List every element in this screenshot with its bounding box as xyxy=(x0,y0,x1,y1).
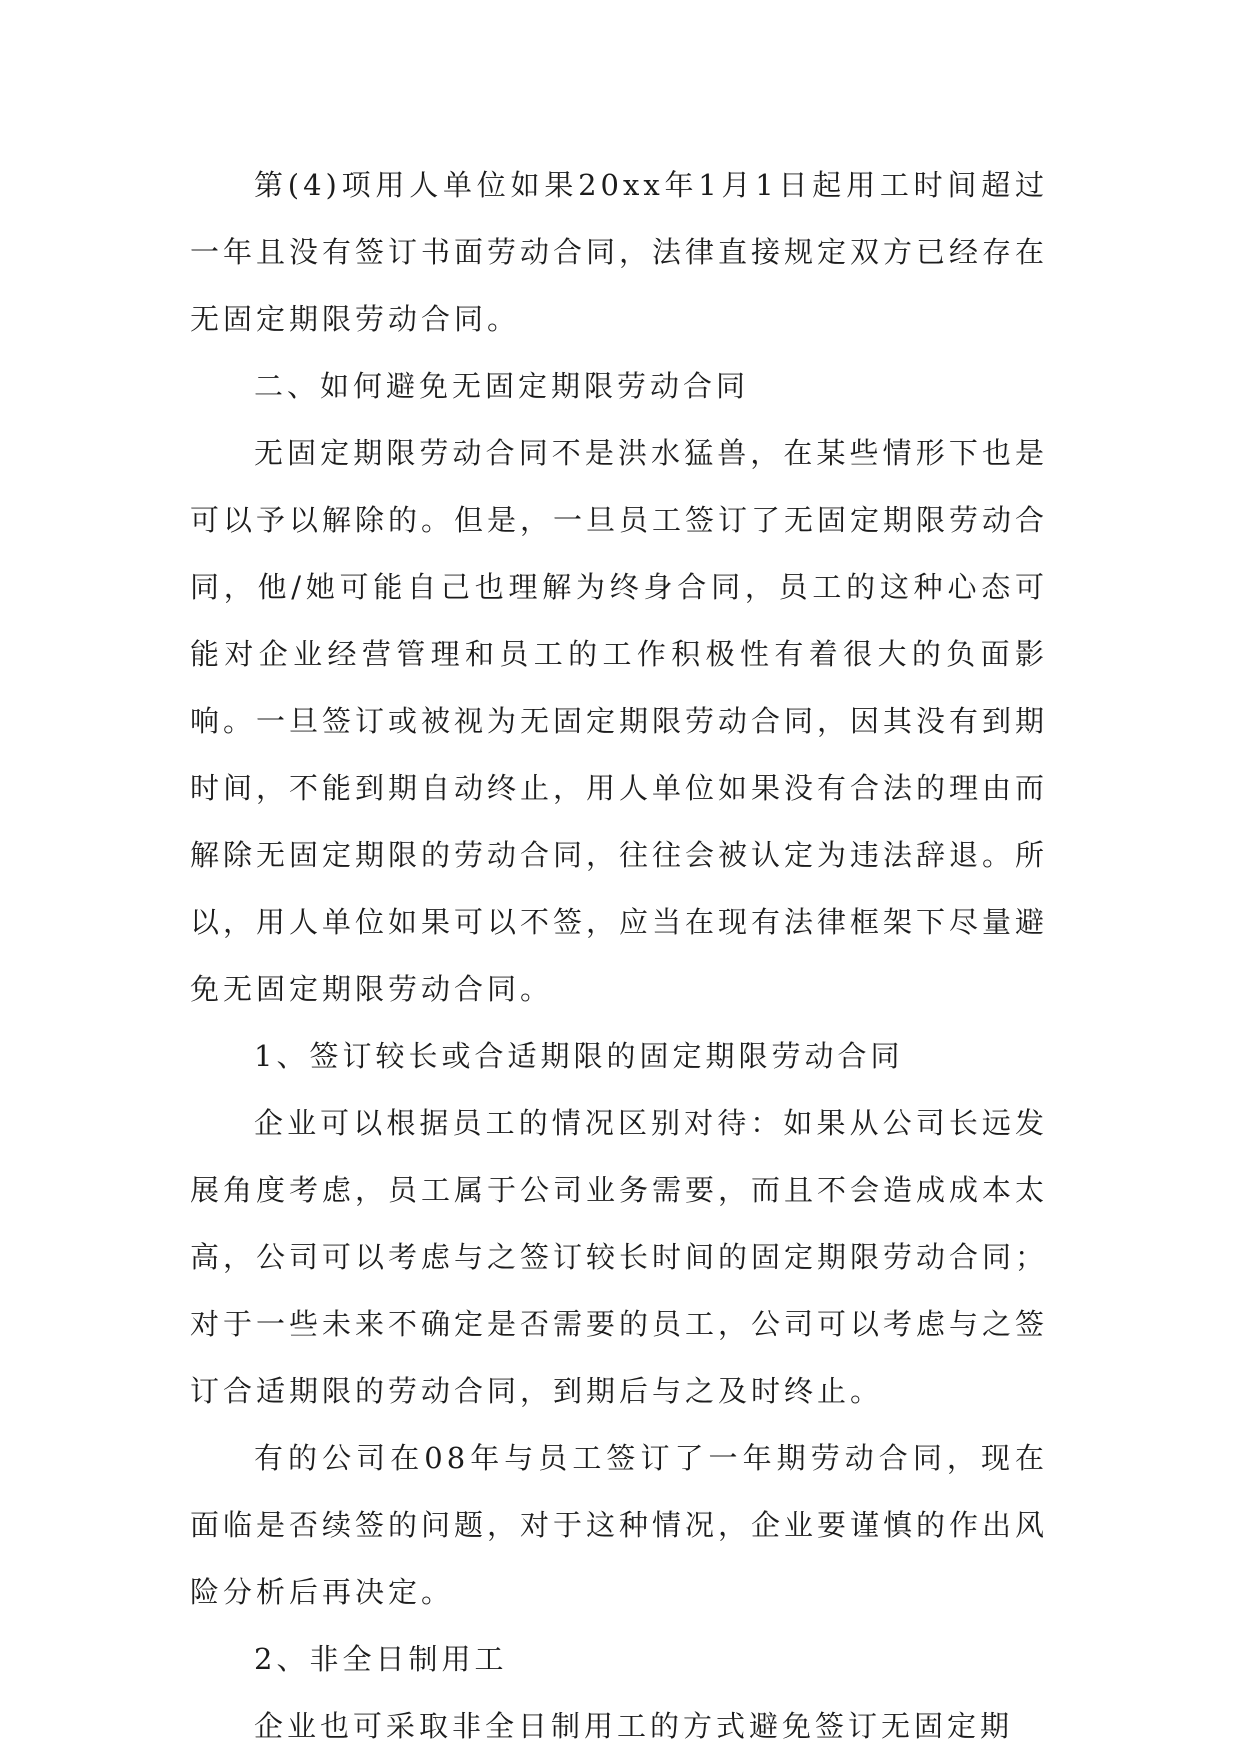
paragraph-item-4-clause: 第(4)项用人单位如果20xx年1月1日起用工时间超过一年且没有签订书面劳动合同，法律直接规定双方已经存在无固定期限劳动合同。 xyxy=(190,168,1049,336)
subheading-fixed-term-contract: 1、签订较长或合适期限的固定期限劳动合同 xyxy=(254,1039,904,1073)
paragraph-open-ended-contract-risks: 无固定期限劳动合同不是洪水猛兽，在某些情形下也是可以予以解除的。但是，一旦员工签订了无固定期限劳动合同，他/她可能自己也理解为终身合同，员工的这种心态可能对企业经营管理和员工的工作积极性有着很大的负面影响。一旦签订或被视为无固定期限劳动合同，因其没有到期时间，不能到期自动终止，用人单位如果没有合法的理由而解除无固定期限的劳动合同，往往会被认定为违法辞退。所以，用人单位如果可以不签，应当在现有法律框架下尽量避免无固定期限劳动合同。 xyxy=(190,436,1049,1006)
subheading-part-time-employment: 2、非全日制用工 xyxy=(254,1642,508,1676)
paragraph-renewal-decision: 有的公司在08年与员工签订了一年期劳动合同，现在面临是否续签的问题，对于这种情况，企业要谨慎的作出风险分析后再决定。 xyxy=(190,1441,1049,1609)
document-body xyxy=(190,152,1048,1760)
paragraph-differentiated-treatment: 企业可以根据员工的情况区别对待：如果从公司长远发展角度考虑，员工属于公司业务需要，而且不会造成成本太高，公司可以考虑与之签订较长时间的固定期限劳动合同；对于一些未来不确定是否需要的员工，公司可以考虑与之签订合适期限的劳动合同，到期后与之及时终止。 xyxy=(190,1106,1049,1408)
paragraph-part-time-employment: 企业也可采取非全日制用工的方式避免签订无固定期 xyxy=(254,1709,1014,1743)
section-heading-avoid-open-ended-contract: 二、如何避免无固定期限劳动合同 xyxy=(254,369,750,403)
